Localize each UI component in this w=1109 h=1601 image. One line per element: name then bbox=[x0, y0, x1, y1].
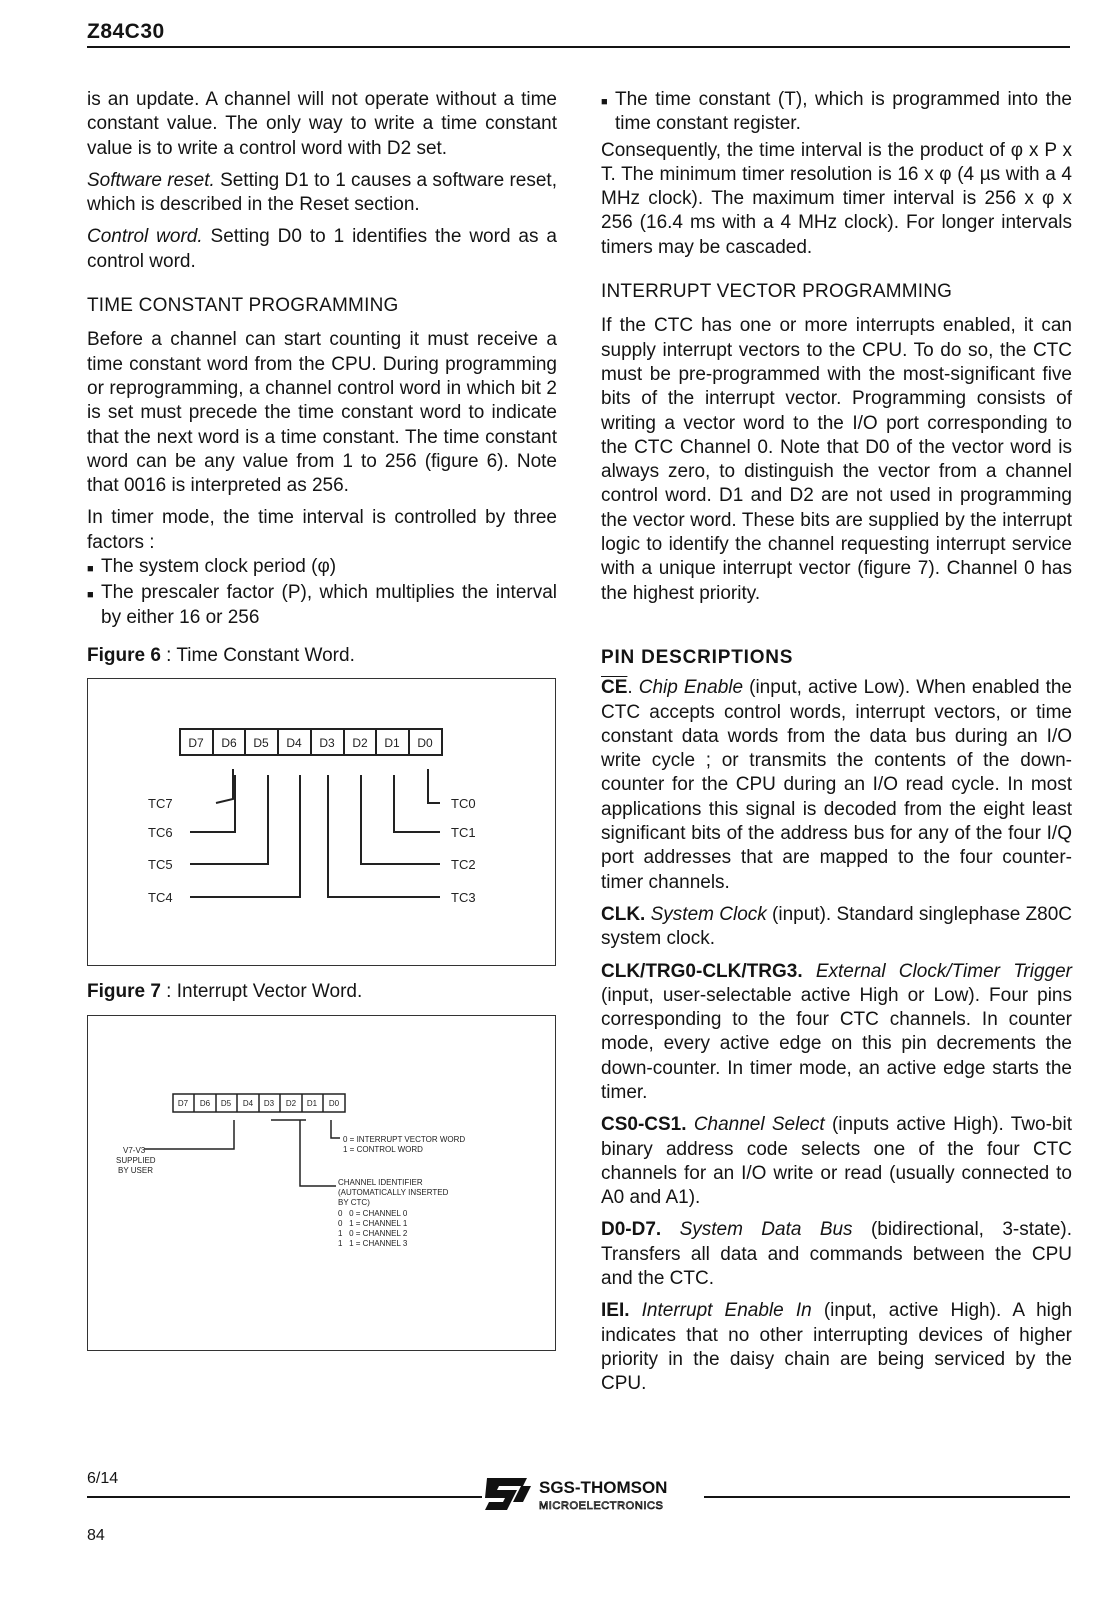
header-rule bbox=[87, 46, 1070, 48]
pin-term: CS0-CS1. bbox=[601, 1114, 687, 1136]
pin-description: CLK/TRG0-CLK/TRG3. External Clock/Timer Trigger (input, user-selectable active High or Low). Four pins corresponding to the four CTC channels. In counter mode, every active edge on this pin decrements the down-counter. In timer mode, an active edge starts the timer. bbox=[601, 960, 1072, 1103]
tc-label: TC4 bbox=[148, 890, 173, 906]
logo-name: SGS-THOMSON bbox=[539, 1478, 668, 1497]
figure-7-caption: Figure 7 : Interrupt Vector Word. bbox=[87, 981, 363, 1003]
pin-term: CLK. bbox=[601, 903, 646, 925]
tc-label: TC2 bbox=[451, 857, 476, 873]
bit-label: D4 bbox=[286, 736, 302, 751]
page-header-title: Z84C30 bbox=[87, 20, 165, 43]
tc-label: TC1 bbox=[451, 825, 476, 841]
footer-rule bbox=[704, 1496, 1070, 1498]
tc-label: TC0 bbox=[451, 796, 476, 812]
bullet-icon: ■ bbox=[87, 589, 94, 602]
bit-label: D2 bbox=[285, 1098, 297, 1108]
pin-term: IEI. bbox=[601, 1300, 630, 1322]
bullet-icon: ■ bbox=[601, 96, 608, 108]
pin-term: D0-D7. bbox=[601, 1219, 662, 1241]
figure-6 bbox=[87, 678, 556, 966]
bit-label: D5 bbox=[220, 1098, 232, 1108]
bit-label: D1 bbox=[306, 1098, 318, 1108]
bit-label: D2 bbox=[352, 736, 368, 751]
paragraph: In timer mode, the time interval is controlled by three factors : bbox=[87, 507, 557, 553]
figure-7 bbox=[87, 1015, 556, 1351]
bit-label: D3 bbox=[319, 736, 335, 751]
bit-label: D6 bbox=[199, 1098, 211, 1108]
left-column bbox=[87, 88, 557, 1351]
company-logo bbox=[483, 1474, 698, 1519]
page-number: 84 bbox=[87, 1527, 105, 1544]
section-heading: INTERRUPT VECTOR PROGRAMMING bbox=[601, 281, 953, 303]
annotation: 0 1 = CHANNEL 1 bbox=[338, 1218, 408, 1228]
page-fraction: 6/14 bbox=[87, 1470, 119, 1487]
st-logo-icon bbox=[483, 1474, 698, 1514]
term: Control word. bbox=[87, 226, 203, 248]
term: Software reset. bbox=[87, 169, 215, 191]
pin-description: CS0-CS1. Channel Select (inputs active High). Two-bit binary address code selects one of the four CTC channels for an I/O write or read (usually connected to A0 and A1). bbox=[601, 1114, 1072, 1209]
annotation: 1 0 = CHANNEL 2 bbox=[338, 1228, 408, 1238]
bit-label: D4 bbox=[242, 1098, 254, 1108]
annotation: (AUTOMATICALLY INSERTED bbox=[338, 1187, 449, 1197]
annotation: BY USER bbox=[118, 1165, 153, 1175]
bit-label: D5 bbox=[253, 736, 269, 751]
figure-6-caption: Figure 6 : Time Constant Word. bbox=[87, 644, 355, 666]
list-item: ■ The prescaler factor (P), which multiplies the interval by either 16 or 256 bbox=[87, 581, 557, 630]
pin-term: $\overline{CE}$ bbox=[601, 677, 628, 699]
bullet-icon: ■ bbox=[87, 563, 94, 576]
tc-label: TC3 bbox=[451, 890, 476, 906]
bit-label: D1 bbox=[384, 736, 400, 751]
section-heading: TIME CONSTANT PROGRAMMING bbox=[87, 295, 399, 317]
annotation: 1 1 = CHANNEL 3 bbox=[338, 1238, 408, 1248]
section-heading: PIN DESCRIPTIONS bbox=[601, 646, 794, 668]
interrupt-vector-word-diagram bbox=[88, 1016, 555, 1350]
annotation: SUPPLIED bbox=[116, 1155, 156, 1165]
list-item: ■ The time constant (T), which is programmed into the time constant register. bbox=[601, 88, 1072, 137]
right-column bbox=[601, 88, 1072, 1405]
paragraph: Consequently, the time interval is the product of φ x P x T. The minimum timer resolution is 16 x φ (4 µs with a 4 MHz clock). The maximum timer interval is 256 x φ x 256 (16.4 ms with a 4 MHz clock). For longer intervals timers may be cascaded. bbox=[601, 139, 1072, 258]
tc-label: TC7 bbox=[148, 796, 173, 812]
bit-label: D7 bbox=[177, 1098, 189, 1108]
bit-label: D7 bbox=[188, 736, 204, 751]
paragraph: is an update. A channel will not operate without a time constant value. The only way to write a time constant value is to write a control word with D2 set. bbox=[87, 89, 557, 159]
annotation: 0 = INTERRUPT VECTOR WORD bbox=[343, 1134, 466, 1144]
list-item: ■ The system clock period (φ) bbox=[87, 555, 557, 581]
pin-description: IEI. Interrupt Enable In (input, active High). A high indicates that no other interrupting devices of higher priority in the daisy chain are being serviced by the CPU. bbox=[601, 1300, 1073, 1395]
pin-description: $\overline{CE}$. Chip Enable (input, active Low). When enabled the CTC accepts control words, interrupt vectors, or time constant data words from the data bus during an I/O write cycle ; or transmits the contents of the down-counter for the CPU during an I/O read cycle. In most applications this signal is decoded from the eight least significant bits of the address bus for any of the four I/Q port addresses that are mapped to the four counter-timer channels. bbox=[601, 677, 1072, 893]
logo-sub: MICROELECTRONICS bbox=[539, 1500, 664, 1512]
annotation: BY CTC) bbox=[338, 1197, 370, 1207]
time-constant-word-diagram bbox=[88, 679, 555, 965]
pin-description: D0-D7. System Data Bus (bidirectional, 3-state). Transfers all data and commands between the CPU and the CTC. bbox=[601, 1219, 1073, 1290]
bit-label: D6 bbox=[221, 736, 237, 751]
paragraph: Before a channel can start counting it must receive a time constant word from the CPU. During programming or reprogramming, a channel control word in which bit 2 is set must precede the time constant word to indicate that the next word is a time constant. The time constant word can be any value from 1 to 256 (figure 6). Note that 0016 is interpreted as 256. bbox=[87, 329, 557, 497]
paragraph: Control word. Setting D0 to 1 identifies the word as a control word. bbox=[87, 226, 557, 272]
bit-label: D0 bbox=[417, 736, 433, 751]
annotation: CHANNEL IDENTIFIER bbox=[338, 1177, 423, 1187]
tc-label: TC6 bbox=[148, 825, 173, 841]
tc-label: TC5 bbox=[148, 857, 173, 873]
pin-description: CLK. System Clock (input). Standard singlephase Z80C system clock. bbox=[601, 903, 1073, 950]
bit-label: D0 bbox=[328, 1098, 340, 1108]
annotation: 1 = CONTROL WORD bbox=[343, 1144, 423, 1154]
annotation: V7-V3 bbox=[123, 1145, 146, 1155]
annotation: 0 0 = CHANNEL 0 bbox=[338, 1208, 408, 1218]
paragraph: If the CTC has one or more interrupts enabled, it can supply interrupt vectors to the CPU. To do so, the CTC must be pre-programmed with the most-significant five bits of the interrupt vector. Programming consists of writing a vector word to the I/O port corresponding to the CTC Channel 0. Note that D0 of the vector word is always zero, to distinguish the vector from a channel control word. D1 and D2 are not used in programming the vector word. These bits are supplied by the interrupt logic to identify the channel requesting interrupt service with a unique interrupt vector (figure 7). Channel 0 has the highest priority. bbox=[601, 315, 1072, 604]
footer-rule bbox=[87, 1496, 482, 1498]
pin-term: CLK/TRG0-CLK/TRG3. bbox=[601, 960, 803, 982]
paragraph: Software reset. Setting D1 to 1 causes a software reset, which is described in the Reset section. bbox=[87, 169, 557, 216]
bit-label: D3 bbox=[263, 1098, 275, 1108]
